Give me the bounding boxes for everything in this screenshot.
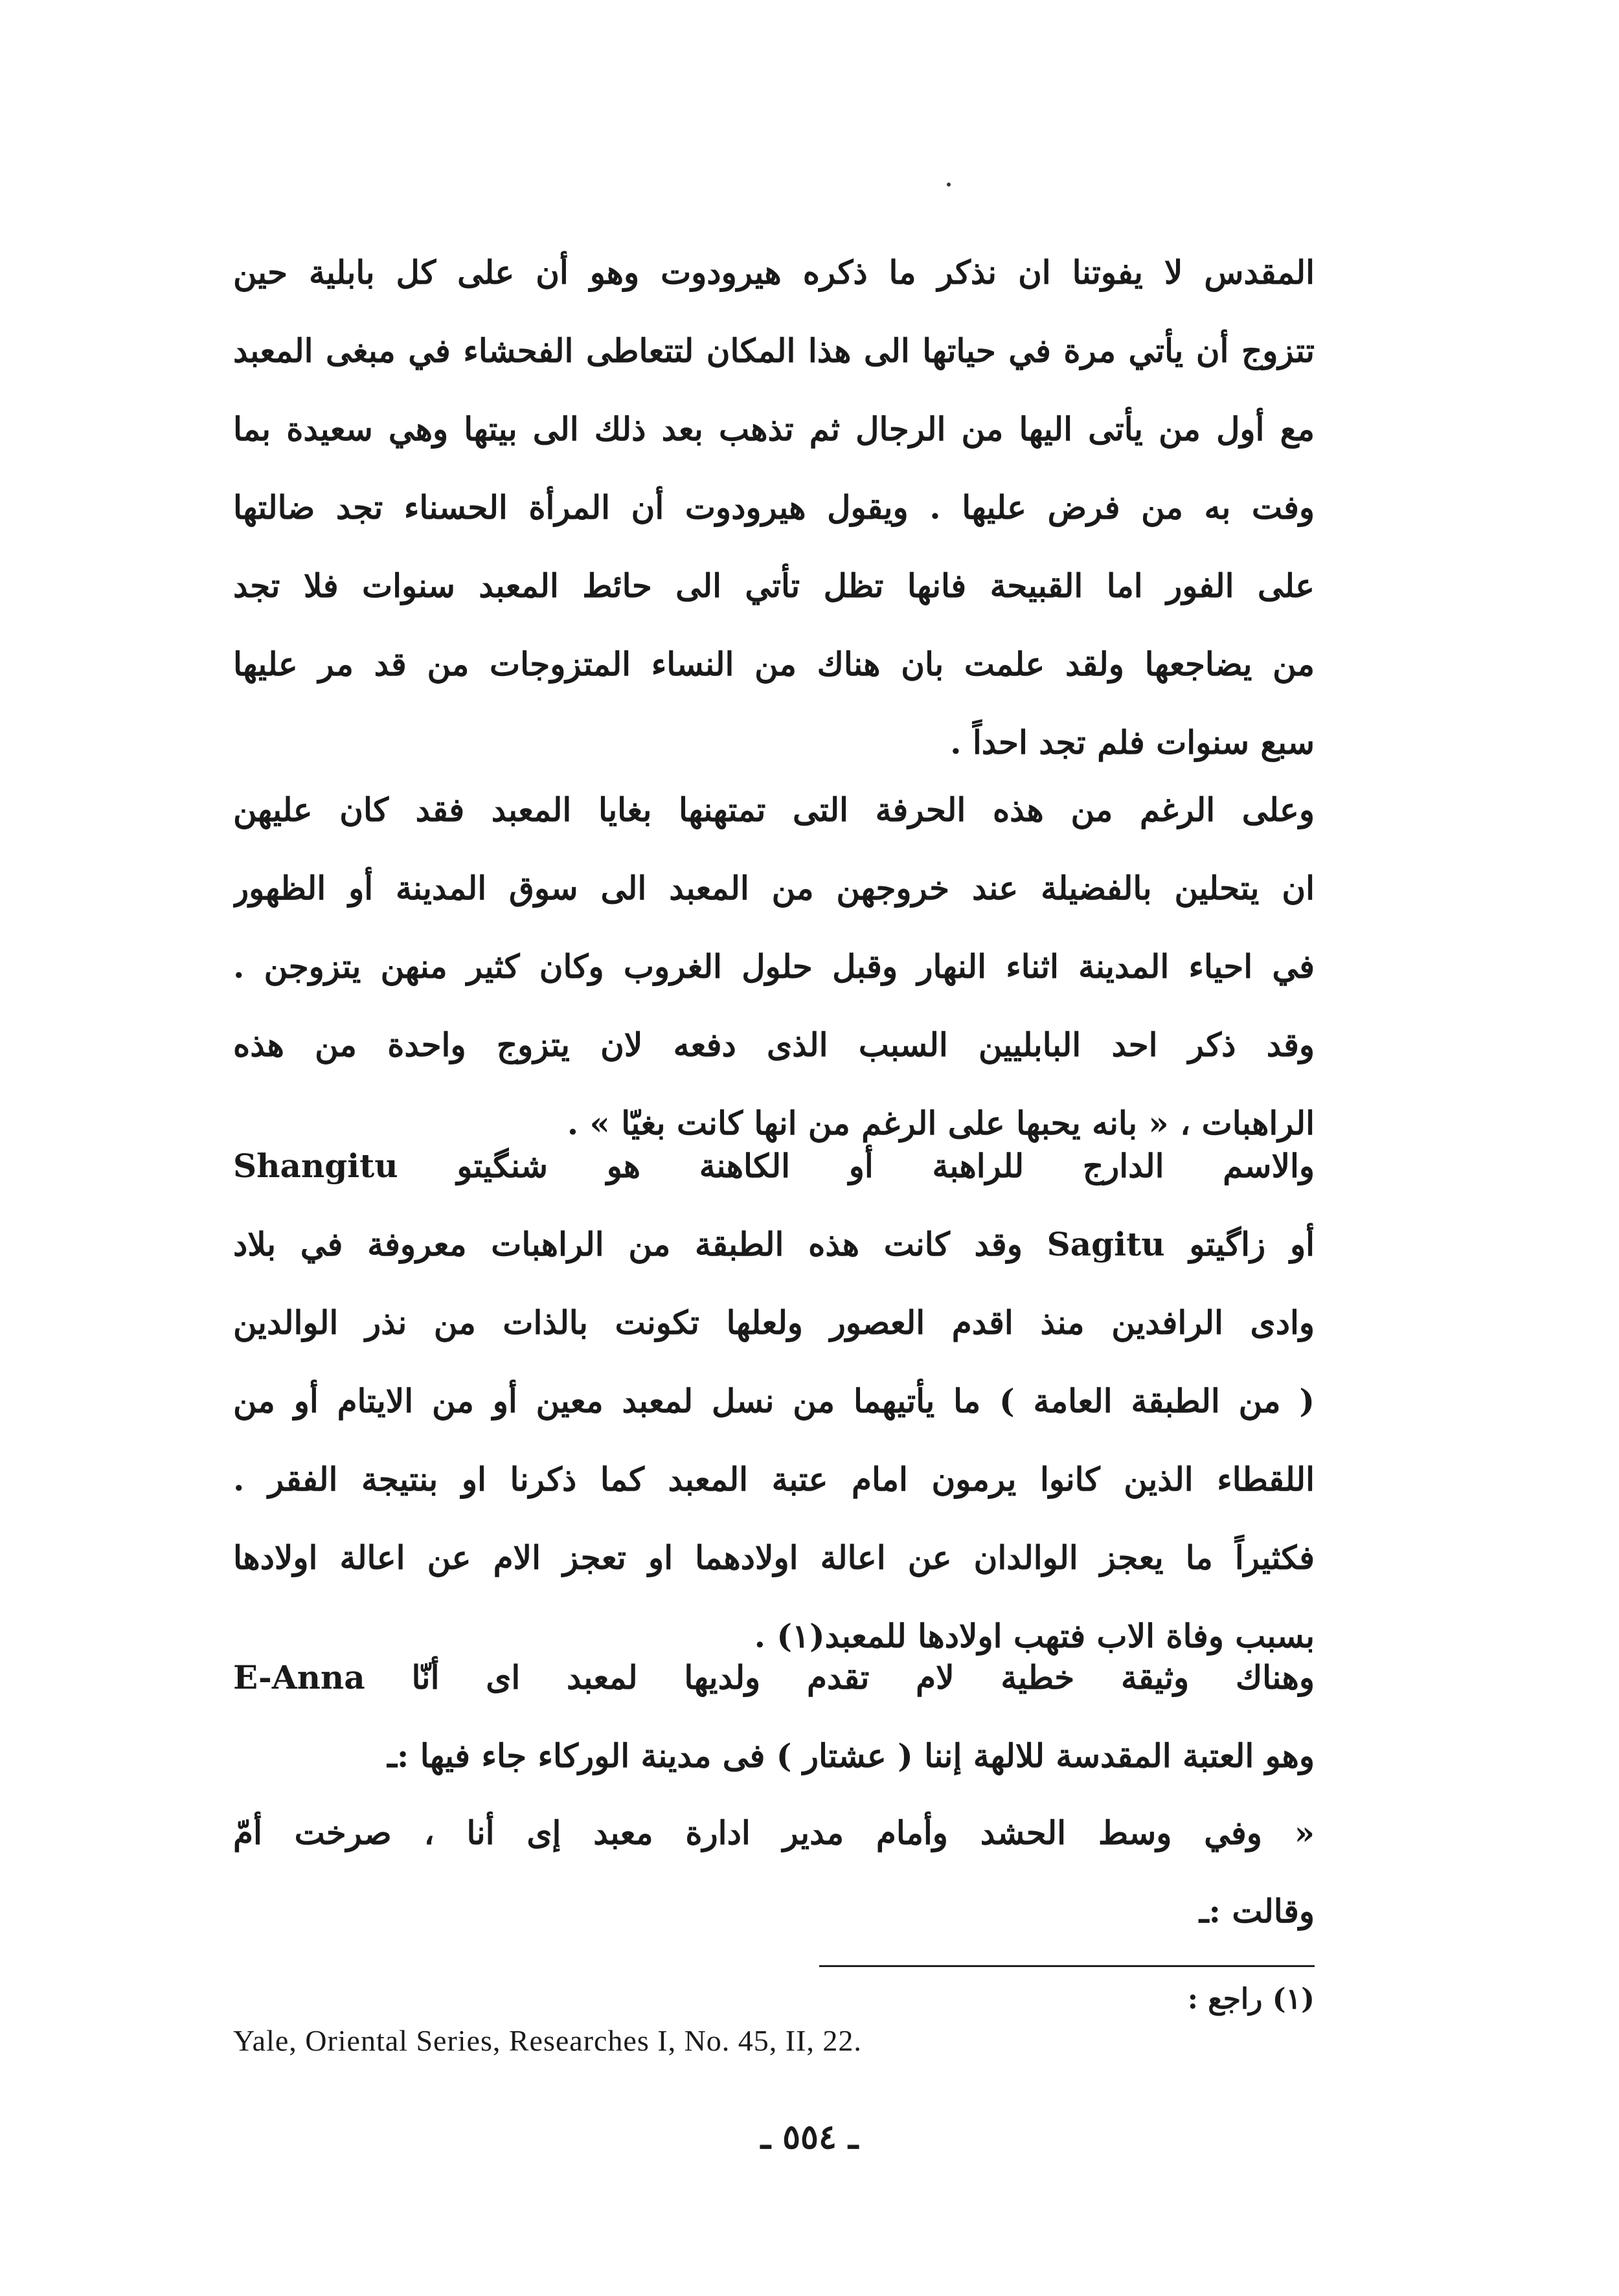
text-line: الراهبات ، « بانه يحبها على الرغم من انها كانت بغيّا » . (567, 1104, 1315, 1142)
text-line: فكثيراً ما يعجز الوالدان عن اعالة اولادهما او تعجز الام عن اعالة اولادها (233, 1538, 1315, 1577)
text-line: وفت به من فرض عليها . ويقول هيرودوت أن المرأة الحسناء تجد ضالتها (233, 488, 1315, 526)
text-line: وهو العتبة المقدسة للالهة إننا ( عشتار ) فى مدينة الوركاء جاء فيها :ـ (387, 1737, 1315, 1775)
text-line: والاسم الدارج للراهبة أو الكاهنة هو شنگيتو Shangitu (233, 1147, 1315, 1185)
text-line: وقد ذكر احد البابليين السبب الذى دفعه لان يتزوج واحدة من هذه (233, 1026, 1315, 1064)
text-line: تتزوج أن يأتي مرة في حياتها الى هذا المكان لتتعاطى الفحشاء في مبغى المعبد (233, 332, 1315, 370)
paragraph-5 (233, 1794, 1315, 1950)
text-line: وهناك وثيقة خطية لام تقدم ولديها لمعبد اى أنّا E-Anna (233, 1658, 1315, 1696)
text-line: وعلى الرغم من هذه الحرفة التى تمتهنها بغايا المعبد فقد كان عليهن (233, 791, 1315, 829)
text-line: من يضاجعها ولقد علمت بان هناك من النساء المتزوجات من قد مر عليها (233, 645, 1315, 683)
text-line: مع أول من يأتى اليها من الرجال ثم تذهب بعد ذلك الى بيتها وهي سعيدة بما (233, 410, 1315, 448)
paragraph-1 (233, 233, 1315, 782)
text-line: ان يتحلين بالفضيلة عند خروجهن من المعبد الى سوق المدينة أو الظهور (233, 869, 1315, 907)
footnote-reference: Yale, Oriental Series, Researches I, No. 45, II, 22. (233, 2024, 862, 2057)
page-number: ـ ٥٥٤ ـ (760, 2117, 859, 2157)
text-line: اللقطاء الذين كانوا يرمون امام عتبة المعبد كما ذكرنا او بنتيجة الفقر . (233, 1460, 1315, 1498)
text-line: سبع سنوات فلم تجد احداً . (950, 723, 1315, 761)
paragraph-2 (233, 771, 1315, 1162)
text-line: أو زاگيتو Sagitu وقد كانت هذه الطبقة من الراهبات معروفة في بلاد (233, 1225, 1315, 1263)
text-line: بسبب وفاة الاب فتهب اولادها للمعبد(١) . (754, 1617, 1315, 1655)
text-line: وادى الرافدين منذ اقدم العصور ولعلها تكونت بالذات من نذر الوالدين (233, 1303, 1315, 1342)
paragraph-3 (233, 1127, 1315, 1675)
footnote-marker: (١) راجع : (1187, 1983, 1315, 2016)
text-line: في احياء المدينة اثناء النهار وقبل حلول الغروب وكان كثير منهن يتزوجن . (233, 947, 1315, 985)
text-line: وقالت :ـ (1199, 1892, 1315, 1930)
speck-mark (947, 183, 951, 186)
footnote-divider (819, 1965, 1315, 1967)
text-line: على الفور اما القبيحة فانها تظل تأتي الى حائط المعبد سنوات فلا تجد (233, 567, 1315, 605)
paragraph-4 (233, 1638, 1315, 1795)
text-line: المقدس لا يفوتنا ان نذكر ما ذكره هيرودوت وهو أن على كل بابلية حين (233, 253, 1315, 291)
text-line: ( من الطبقة العامة ) ما يأتيهما من نسل لمعبد معين أو من الايتام أو من (233, 1382, 1315, 1420)
text-line: « وفي وسط الحشد وأمام مدير ادارة معبد إى أنا ، صرخت أمّ (233, 1814, 1315, 1852)
